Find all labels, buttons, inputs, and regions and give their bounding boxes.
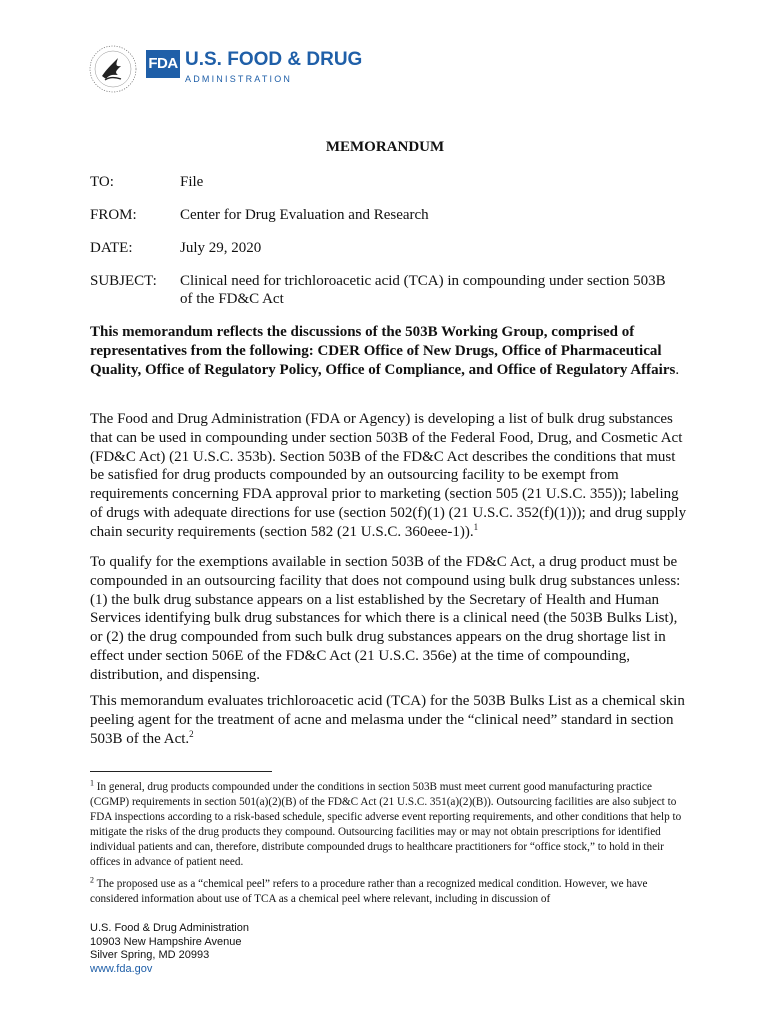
intro-paragraph xyxy=(90,323,690,379)
fda-logo xyxy=(88,44,363,94)
footer-address xyxy=(90,922,249,976)
footnote-2-text: The proposed use as a “chemical peel” refers to a procedure rather than a recognized medical condition. However, we have considered information about use of TCA as a chemical peel where relevant, including in discussion of xyxy=(90,878,648,905)
footer-line-3: Silver Spring, MD 20993 xyxy=(90,949,210,961)
paragraph-3 xyxy=(90,692,690,748)
paragraph-2-text: To qualify for the exemptions available in section 503B of the FD&C Act, a drug product must be compounded in an outsourcing facility that does not compound using bulk drug substances unless: (1) the bulk drug substance appears on a list established by the Secretary of Health and Human Services identifying bulk drug substances for which there is a clinical need (the 503B Bulks List), or (2) the drug compounded from such bulk drug substances appears on the drug shortage list in effect under section 506E of the FD&C Act (21 U.S.C. 356e) at the time of compounding, distribution, and dispensing. xyxy=(90,554,681,683)
fda-website-link[interactable]: www.fda.gov xyxy=(90,962,153,975)
footnote-1 xyxy=(90,780,690,870)
footnote-ref-1[interactable]: 1 xyxy=(473,521,479,532)
paragraph-2 xyxy=(90,553,690,685)
fda-mark: FDA xyxy=(146,50,180,78)
date-value: July 29, 2020 xyxy=(180,240,262,256)
footnote-2-mark: 2 xyxy=(90,875,94,885)
footnote-1-mark: 1 xyxy=(90,778,94,788)
from-label: FROM: xyxy=(90,207,137,223)
footnote-ref-2[interactable]: 2 xyxy=(189,728,194,739)
footnote-2 xyxy=(90,877,690,907)
memo-title: MEMORANDUM xyxy=(325,139,445,155)
footnote-divider xyxy=(90,771,272,772)
footer-line-2: 10903 New Hampshire Avenue xyxy=(90,935,242,948)
subject-label: SUBJECT: xyxy=(90,273,157,289)
agency-name: U.S. FOOD & DRUG xyxy=(185,49,363,70)
from-value: Center for Drug Evaluation and Research xyxy=(180,207,429,223)
paragraph-1 xyxy=(90,410,690,542)
footer-line-1: U.S. Food & Drug Administration xyxy=(90,922,249,934)
intro-end: . xyxy=(675,361,680,378)
intro-bold-text: This memorandum reflects the discussions of the 503B Working Group, comprised of representatives from the following: CDER Office of New Drugs, Office of Pharmaceutical Quality, Office of Regulatory Policy, Office of Compliance, and Office of Regulatory Affairs xyxy=(90,324,676,378)
footnote-1-text: In general, drug products compounded under the conditions in section 503B must meet current good manufacturing practice (CGMP) requirements in section 501(a)(2)(B) of the FD&C Act (21 U.S.C. 351(a)(2)(B)). Outsourcing facilities are also subject to FDA inspections according to a risk-based schedule, specific adverse event reporting requirements, and other conditions that help to mitigate the risks of the drug products they compound. Outsourcing facilities may or may not obtain prescriptions for identified individual patients and can, therefore, distribute compounded drugs to healthcare practitioners for “office stock,” to hold in their offices in advance of patient need. xyxy=(90,781,682,868)
agency-subname: ADMINISTRATION xyxy=(185,74,293,84)
hhs-eagle-seal-icon xyxy=(88,44,138,94)
subject-value: Clinical need for trichloroacetic acid (TCA) in compounding under section 503B of the FD&C Act xyxy=(180,273,666,307)
date-label: DATE: xyxy=(90,240,133,256)
paragraph-1-text: The Food and Drug Administration (FDA or Agency) is developing a list of bulk drug substances that can be used in compounding under section 503B of the Federal Food, Drug, and Cosmetic Act (FD&C Act) (21 U.S.C. 353b). Section 503B of the FD&C Act describes the conditions that must be satisfied for drug products compounded by an outsourcing facility to be exempt from requirements concerning FDA approval prior to marketing (section 505 (21 U.S.C. 355)); labeling of drugs with adequate directions for use (section 502(f)(1) (21 U.S.C. 352(f)(1))); and drug supply chain security requirements (section 582 (21 U.S.C. 360eee-1)). xyxy=(90,411,687,540)
paragraph-3-text: This memorandum evaluates trichloroacetic acid (TCA) for the 503B Bulks List as a chemical skin peeling agent for the treatment of acne and melasma under the “clinical need” standard in section 503B of the Act. xyxy=(90,693,685,747)
to-value: File xyxy=(180,174,204,190)
to-label: TO: xyxy=(90,174,114,190)
